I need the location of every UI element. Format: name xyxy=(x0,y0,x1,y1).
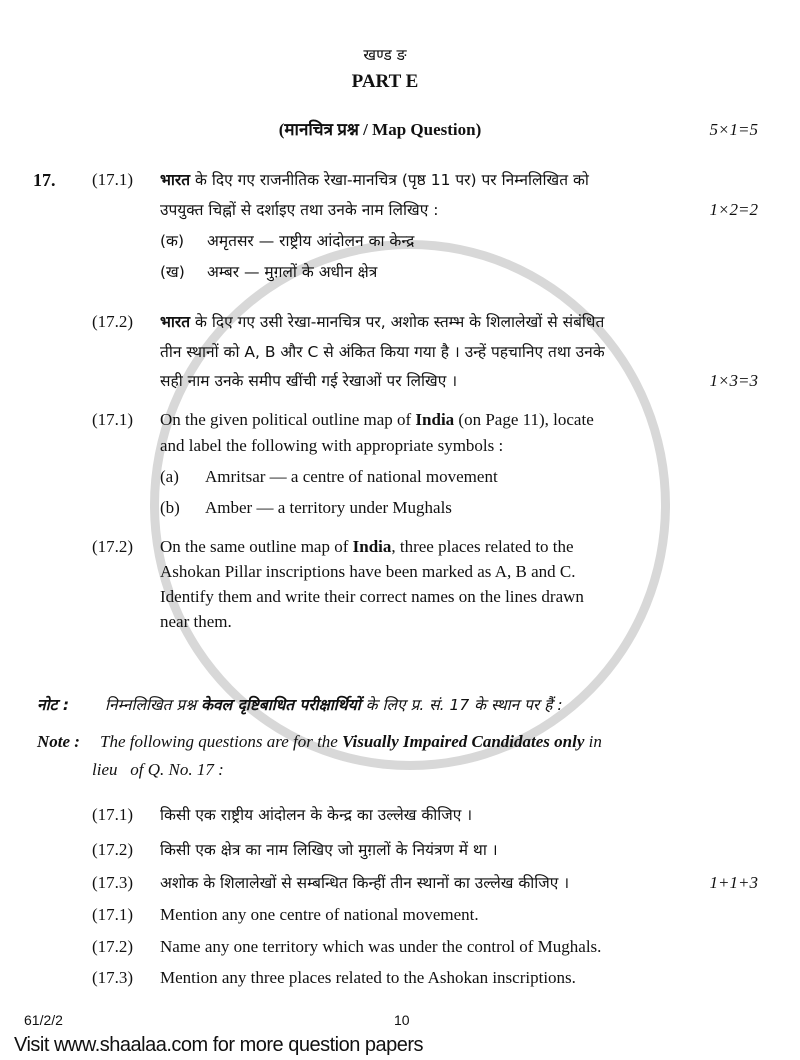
section-title-hindi: खण्ड ङ xyxy=(363,46,407,64)
q-label: (17.2) xyxy=(92,537,134,556)
q-text: near them. xyxy=(160,612,232,631)
list-label: (ख) xyxy=(160,263,185,281)
q-label: (17.2) xyxy=(92,840,134,859)
note-text-hindi xyxy=(105,695,563,715)
q-text-hindi: उपयुक्त चिह्नों से दर्शाइए तथा उनके नाम लिखिए : xyxy=(160,201,439,219)
list-label: (a) xyxy=(160,467,179,486)
q-text: Identify them and write their correct names on the lines drawn xyxy=(160,587,584,606)
text: (on Page 11), locate xyxy=(454,410,594,429)
q-text-hindi: तीन स्थानों को A, B और C से अंकित किया गया है । उन्हें पहचानिए तथा उनके xyxy=(160,343,605,361)
section-marks: 5×1=5 xyxy=(709,120,758,139)
q-label: (17.2) xyxy=(92,937,134,956)
q-label: (17.2) xyxy=(92,312,134,331)
list-item: Amritsar — a centre of national movement xyxy=(205,467,498,486)
q-label: (17.3) xyxy=(92,968,134,987)
q-marks: 1×3=3 xyxy=(709,371,758,390)
list-label: (क) xyxy=(160,232,184,250)
list-item: Amber — a territory under Mughals xyxy=(205,498,452,517)
text: के लिए प्र. सं. 17 के स्थान पर हैं : xyxy=(360,696,563,714)
q-text-hindi xyxy=(160,170,589,190)
section-subtitle: (मानचित्र प्रश्न / Map Question) xyxy=(278,120,482,139)
q-label: (17.3) xyxy=(92,873,134,892)
text: in xyxy=(584,732,602,751)
paper-code: 61/2/2 xyxy=(24,1012,63,1028)
q-marks: 1×2=2 xyxy=(709,200,758,219)
q-text-hindi xyxy=(160,312,604,332)
bold-text: India xyxy=(352,537,392,556)
q-text: Mention any one centre of national movement. xyxy=(160,905,479,924)
bold-text: भारत xyxy=(160,171,191,189)
page-number: 10 xyxy=(394,1012,410,1028)
note-label: Note : xyxy=(37,732,80,751)
note-text: lieu of Q. No. 17 : xyxy=(92,760,224,779)
bold-text: Visually Impaired Candidates only xyxy=(342,732,585,751)
bold-text: भारत xyxy=(160,313,191,331)
text: निम्नलिखित प्रश्न xyxy=(105,696,202,714)
text: के दिए गए राजनीतिक रेखा-मानचित्र (पृष्ठ 11 पर) पर निम्नलिखित को xyxy=(190,171,589,189)
q-label: (17.1) xyxy=(92,805,134,824)
visit-link[interactable]: Visit www.shaalaa.com for more question papers xyxy=(14,1034,424,1056)
q-text-hindi: किसी एक क्षेत्र का नाम लिखिए जो मुग़लों के नियंत्रण में था । xyxy=(160,841,498,859)
q-text xyxy=(160,537,574,557)
list-item: अमृतसर — राष्ट्रीय आंदोलन का केन्द्र xyxy=(207,232,415,250)
q-text: Mention any three places related to the Ashokan inscriptions. xyxy=(160,968,576,987)
q-text-hindi: सही नाम उनके समीप खींची गई रेखाओं पर लिखिए । xyxy=(160,372,458,390)
q-label: (17.1) xyxy=(92,170,134,189)
list-item: अम्बर — मुग़लों के अधीन क्षेत्र xyxy=(207,263,378,281)
bold-text: केवल दृष्टिबाधित परीक्षार्थियों xyxy=(201,696,361,714)
q-text: Ashokan Pillar inscriptions have been marked as A, B and C. xyxy=(160,562,576,581)
q-text xyxy=(160,410,594,430)
question-number: 17. xyxy=(33,170,56,190)
bold-text: India xyxy=(415,410,455,429)
q-text-hindi: अशोक के शिलालेखों से सम्बन्धित किन्हीं तीन स्थानों का उल्लेख कीजिए । xyxy=(160,874,570,892)
q-text: Name any one territory which was under the control of Mughals. xyxy=(160,937,602,956)
q-marks: 1+1+3 xyxy=(709,873,758,892)
text: On the given political outline map of xyxy=(160,410,416,429)
note-label-hindi: नोट : xyxy=(37,696,70,714)
list-label: (b) xyxy=(160,498,180,517)
section-title: PART E xyxy=(351,71,419,92)
text: On the same outline map of xyxy=(160,537,353,556)
text: The following questions are for the xyxy=(100,732,343,751)
note-text xyxy=(100,732,602,752)
q-label: (17.1) xyxy=(92,905,134,924)
q-text: and label the following with appropriate symbols : xyxy=(160,436,504,455)
text: , three places related to the xyxy=(391,537,574,556)
text: के दिए गए उसी रेखा-मानचित्र पर, अशोक स्तम्भ के शिलालेखों से संबंधित xyxy=(190,313,605,331)
q-label: (17.1) xyxy=(92,410,134,429)
q-text-hindi: किसी एक राष्ट्रीय आंदोलन के केन्द्र का उल्लेख कीजिए । xyxy=(160,806,473,824)
